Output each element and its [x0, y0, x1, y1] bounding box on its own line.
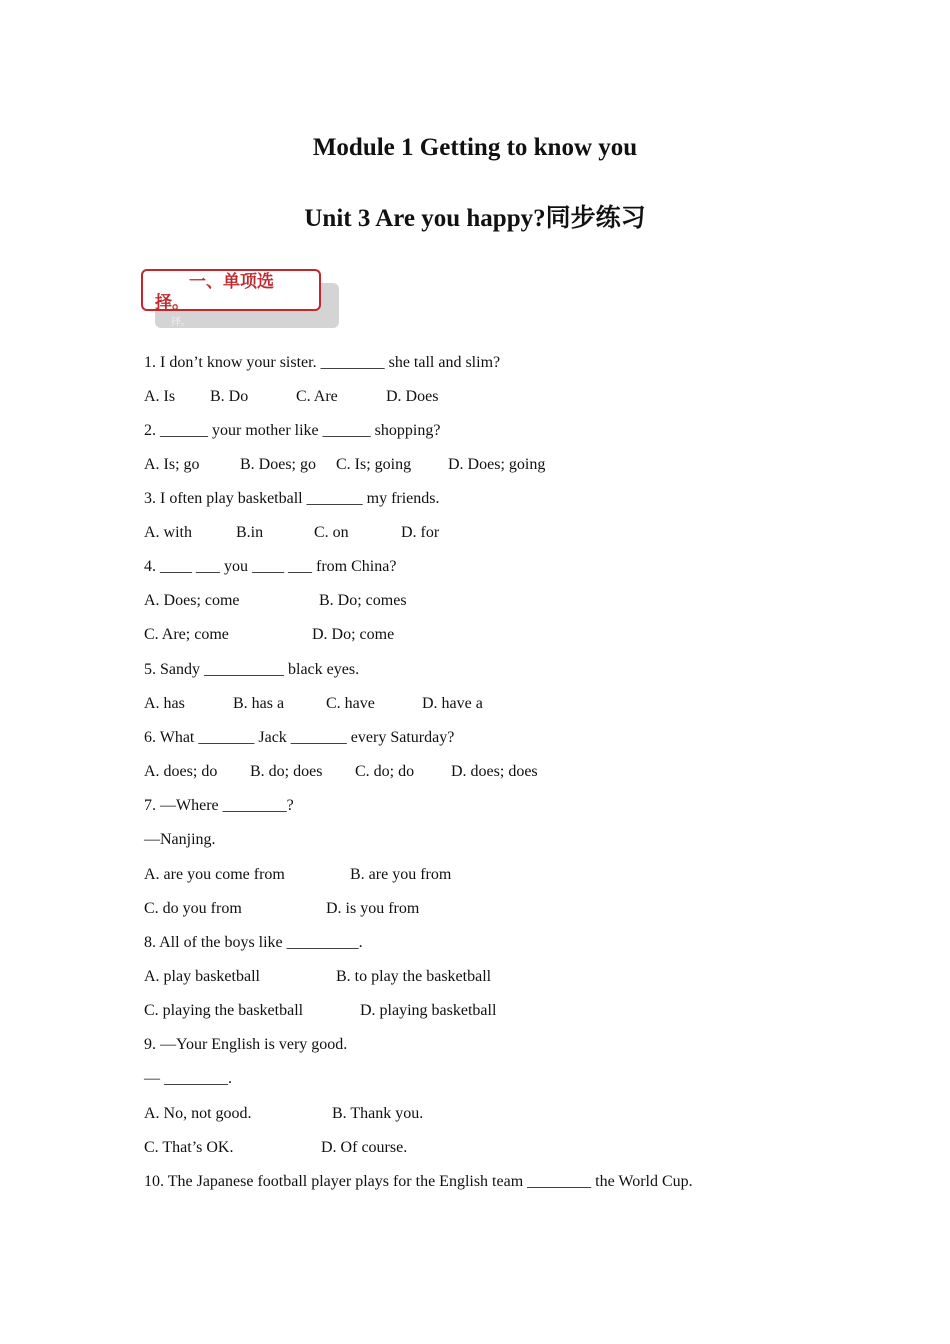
- option-d: D. Does; going: [448, 456, 546, 473]
- option-d: D. does; does: [451, 763, 538, 780]
- option-c: C. That’s OK.: [144, 1139, 234, 1156]
- option-d: D. is you from: [326, 900, 420, 917]
- option-c: C. Is; going: [336, 456, 412, 473]
- question-stem: 2. ______ your mother like ______ shopping?: [144, 422, 441, 439]
- option-b: B. Thank you.: [332, 1105, 424, 1122]
- option-c: C. on: [314, 524, 349, 541]
- dialogue-reply: — ________.: [144, 1070, 232, 1087]
- option-b: B. Do; comes: [319, 592, 407, 609]
- option-d: D. Do; come: [312, 626, 395, 643]
- option-b: B.in: [236, 524, 264, 541]
- question-stem: 7. —Where ________?: [144, 797, 294, 814]
- page-subtitle: Unit 3 Are you happy?同步练习: [304, 205, 646, 232]
- option-a: A. with: [144, 524, 192, 541]
- option-a: A. Does; come: [144, 592, 240, 609]
- question-stem: 10. The Japanese football player plays for the English team ________ the World Cup.: [144, 1173, 693, 1190]
- option-c: C. have: [326, 695, 375, 712]
- option-b: B. has a: [233, 695, 285, 712]
- option-d: D. playing basketball: [360, 1002, 497, 1019]
- page-title: Module 1 Getting to know you: [312, 134, 638, 161]
- option-d: D. have a: [422, 695, 483, 712]
- option-b: B. Does; go: [240, 456, 316, 473]
- option-d: D. Of course.: [321, 1139, 408, 1156]
- question-stem: 1. I don’t know your sister. ________ she tall and slim?: [144, 354, 501, 371]
- option-c: C. Are; come: [144, 626, 229, 643]
- question-stem: 6. What _______ Jack _______ every Saturday?: [144, 729, 455, 746]
- option-a: A. does; do: [144, 763, 218, 780]
- section-header: [141, 269, 341, 331]
- option-a: A. No, not good.: [144, 1105, 252, 1122]
- question-stem: 8. All of the boys like _________.: [144, 934, 363, 951]
- section-label: 一、单项选择。: [155, 272, 274, 313]
- option-b: B. Do: [210, 388, 249, 405]
- option-d: D. for: [401, 524, 440, 541]
- question-stem: 5. Sandy __________ black eyes.: [144, 661, 360, 678]
- option-a: A. has: [144, 695, 185, 712]
- option-a: A. are you come from: [144, 866, 285, 883]
- question-stem: 4. ____ ___ you ____ ___ from China?: [144, 558, 397, 575]
- option-c: C. playing the basketball: [144, 1002, 304, 1019]
- option-c: C. Are: [296, 388, 338, 405]
- dialogue-reply: —Nanjing.: [144, 831, 216, 848]
- question-stem: 9. —Your English is very good.: [144, 1036, 348, 1053]
- option-a: A. play basketball: [144, 968, 260, 985]
- option-c: C. do; do: [355, 763, 415, 780]
- option-d: D. Does: [386, 388, 439, 405]
- question-stem: 3. I often play basketball _______ my friends.: [144, 490, 440, 507]
- option-c: C. do you from: [144, 900, 242, 917]
- option-b: B. to play the basketball: [336, 968, 492, 985]
- option-b: B. do; does: [250, 763, 323, 780]
- option-b: B. are you from: [350, 866, 452, 883]
- option-a: A. Is: [144, 388, 176, 405]
- section-shadow-text: 择。: [171, 317, 191, 328]
- option-a: A. Is; go: [144, 456, 200, 473]
